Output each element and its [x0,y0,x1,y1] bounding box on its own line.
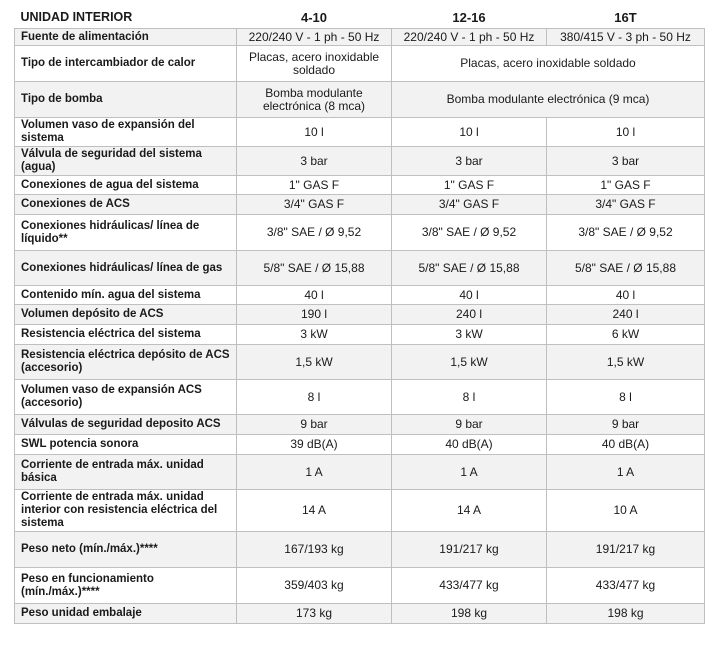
header-unit-title: UNIDAD INTERIOR [15,6,237,29]
row-label: Válvulas de seguridad deposito ACS [15,415,237,435]
cell-4-10: 1,5 kW [237,345,392,380]
cell-12-16: 240 l [392,305,547,325]
cell-4-10: 1 A [237,455,392,490]
cell-4-10: 40 l [237,286,392,305]
table-row [15,305,705,325]
table-row [15,29,705,46]
cell-16t: 240 l [547,305,705,325]
cell-12-16: 1" GAS F [392,176,547,195]
row-label: Válvula de seguridad del sistema (agua) [15,147,237,176]
cell-16t: 433/477 kg [547,568,705,604]
cell-4-10: 1" GAS F [237,176,392,195]
cell-12-16: 3/4" GAS F [392,195,547,215]
cell-4-10: 10 l [237,118,392,147]
cell-12-16: 3 bar [392,147,547,176]
cell-16t: 40 l [547,286,705,305]
cell-16t: 191/217 kg [547,532,705,568]
cell-12-16: 14 A [392,490,547,532]
cell-4-10: 3 bar [237,147,392,176]
cell-16t: 10 A [547,490,705,532]
table-body [15,29,705,624]
cell-4-10: 5/8" SAE / Ø 15,88 [237,251,392,286]
row-label: Conexiones de agua del sistema [15,176,237,195]
table-row [15,415,705,435]
row-label: Peso en funcionamiento (mín./máx.)**** [15,568,237,604]
table-row [15,345,705,380]
cell-4-10: 14 A [237,490,392,532]
cell-4-10: 39 dB(A) [237,435,392,455]
cell-4-10: 190 l [237,305,392,325]
row-label: Peso unidad embalaje [15,604,237,624]
cell-12-16: 3 kW [392,325,547,345]
row-label: Corriente de entrada máx. unidad interior con resistencia eléctrica del sistema [15,490,237,532]
cell-4-10: 3 kW [237,325,392,345]
cell-12-16: 5/8" SAE / Ø 15,88 [392,251,547,286]
cell-16t: 3/8" SAE / Ø 9,52 [547,215,705,251]
table-row [15,380,705,415]
cell-4-10: 220/240 V - 1 ph - 50 Hz [237,29,392,46]
row-label: Volumen vaso de expansión ACS (accesorio) [15,380,237,415]
cell-12-16: 220/240 V - 1 ph - 50 Hz [392,29,547,46]
cell-4-10: 8 l [237,380,392,415]
header-model-16t: 16T [547,6,705,29]
row-label: Resistencia eléctrica del sistema [15,325,237,345]
table-row [15,176,705,195]
row-label: Conexiones hidráulicas/ línea de líquido** [15,215,237,251]
table-header [15,6,705,29]
cell-16t: 380/415 V - 3 ph - 50 Hz [547,29,705,46]
cell-12-16: 40 dB(A) [392,435,547,455]
row-label: Corriente de entrada máx. unidad básica [15,455,237,490]
cell-16t: 3/4" GAS F [547,195,705,215]
row-label: Tipo de intercambiador de calor [15,46,237,82]
cell-4-10: Bomba modulante electrónica (8 mca) [237,82,392,118]
cell-16t: 5/8" SAE / Ø 15,88 [547,251,705,286]
cell-4-10: 359/403 kg [237,568,392,604]
header-row [15,6,705,29]
table-row [15,435,705,455]
header-model-4-10: 4-10 [237,6,392,29]
cell-12-16: 40 l [392,286,547,305]
cell-4-10: 3/4" GAS F [237,195,392,215]
cell-4-10: 173 kg [237,604,392,624]
cell-12-16: 198 kg [392,604,547,624]
cell-16t: 1 A [547,455,705,490]
row-label: Peso neto (mín./máx.)**** [15,532,237,568]
table-row [15,46,705,82]
table-row [15,82,705,118]
table-row [15,490,705,532]
cell-12-16: 9 bar [392,415,547,435]
row-label: Conexiones de ACS [15,195,237,215]
cell-16t: 198 kg [547,604,705,624]
cell-16t: 6 kW [547,325,705,345]
cell-16t: 8 l [547,380,705,415]
table-row [15,325,705,345]
table-row [15,195,705,215]
table-row [15,604,705,624]
spec-table-container [14,6,704,624]
row-label: Volumen depósito de ACS [15,305,237,325]
cell-16t: 9 bar [547,415,705,435]
row-label: Resistencia eléctrica depósito de ACS (accesorio) [15,345,237,380]
row-label: Volumen vaso de expansión del sistema [15,118,237,147]
cell-16t: 10 l [547,118,705,147]
cell-4-10: 9 bar [237,415,392,435]
header-model-12-16: 12-16 [392,6,547,29]
row-label: Fuente de alimentación [15,29,237,46]
cell-12-16: 10 l [392,118,547,147]
cell-12-16: 1,5 kW [392,345,547,380]
cell-12-16-16t: Bomba modulante electrónica (9 mca) [392,82,705,118]
row-label: Conexiones hidráulicas/ línea de gas [15,251,237,286]
cell-4-10: 167/193 kg [237,532,392,568]
cell-12-16: 8 l [392,380,547,415]
specifications-table [14,6,705,624]
cell-4-10: Placas, acero inoxidable soldado [237,46,392,82]
table-row [15,568,705,604]
table-row [15,147,705,176]
cell-16t: 1" GAS F [547,176,705,195]
cell-16t: 3 bar [547,147,705,176]
row-label: SWL potencia sonora [15,435,237,455]
table-row [15,532,705,568]
cell-4-10: 3/8" SAE / Ø 9,52 [237,215,392,251]
table-row [15,251,705,286]
row-label: Contenido mín. agua del sistema [15,286,237,305]
cell-12-16-16t: Placas, acero inoxidable soldado [392,46,705,82]
table-row [15,215,705,251]
cell-12-16: 433/477 kg [392,568,547,604]
table-row [15,455,705,490]
cell-12-16: 1 A [392,455,547,490]
row-label: Tipo de bomba [15,82,237,118]
table-row [15,118,705,147]
table-row [15,286,705,305]
cell-16t: 40 dB(A) [547,435,705,455]
cell-12-16: 191/217 kg [392,532,547,568]
cell-12-16: 3/8" SAE / Ø 9,52 [392,215,547,251]
cell-16t: 1,5 kW [547,345,705,380]
